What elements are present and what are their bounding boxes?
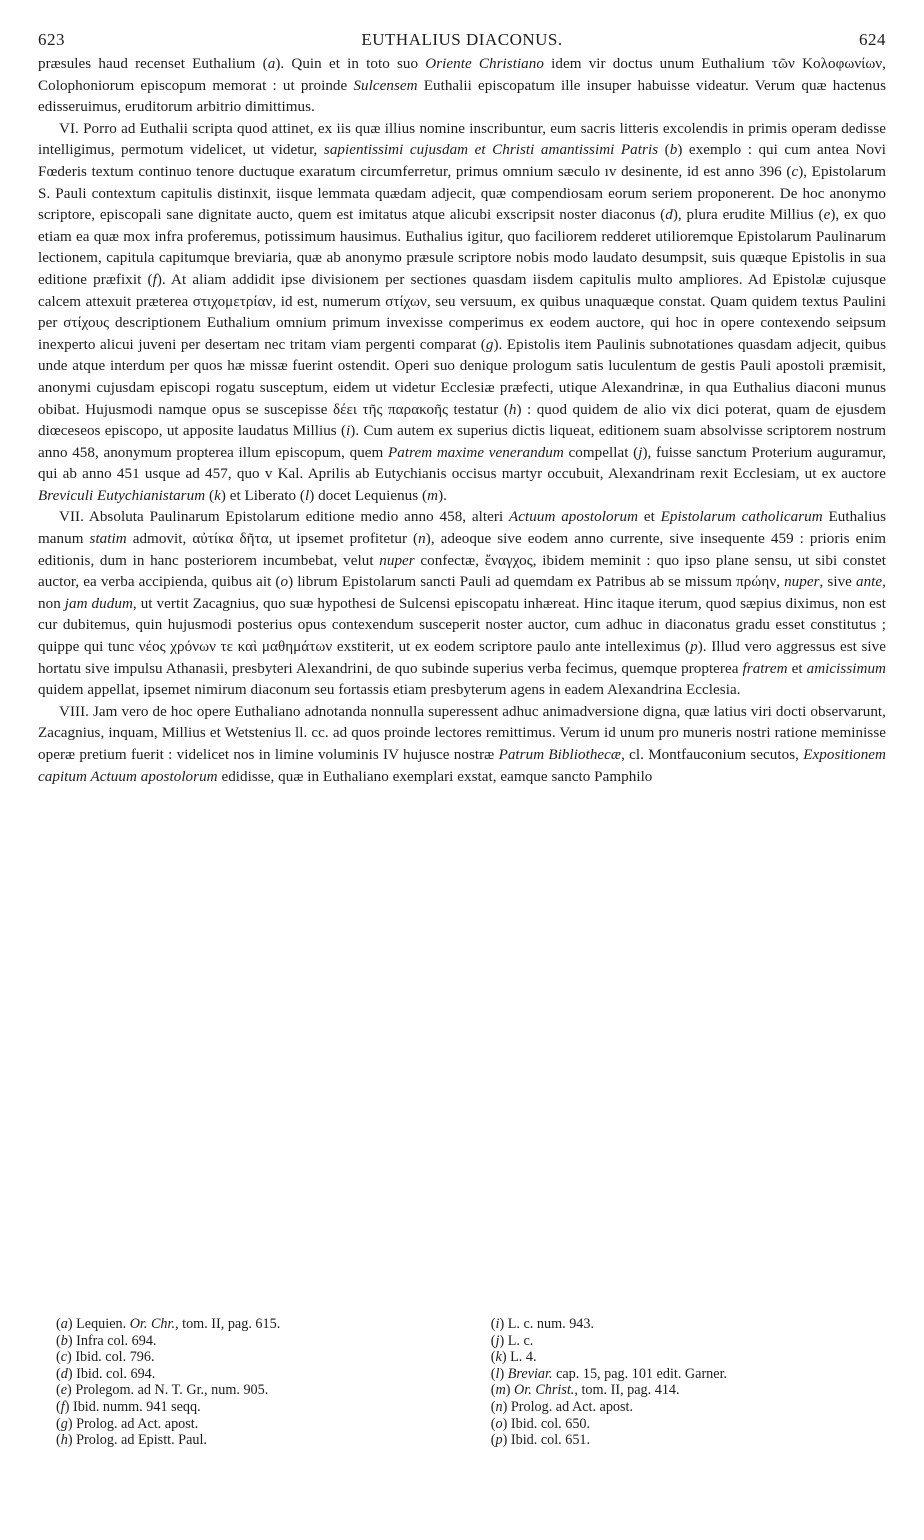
footnote-paren: ) xyxy=(67,1349,76,1366)
footnote xyxy=(56,1399,491,1416)
italic-text: e xyxy=(823,207,831,224)
text-run: cap. 15, pag. 101 edit. Garner. xyxy=(552,1365,728,1382)
text-run: , ut vertit Zacagnius, quo suæ hypothesi de Sulcensi episcopatu inhæreat. Hinc itaque iterum, quod sæpius diximus, non est cur dubitemus, quin hujusmodi posterius opus contexendum susceperit noster auctor, cum adhuc in diaconatus gradu esset constitutus ; quippe qui tunc νέος χρόνων τε καὶ μαθημάτων exstiterit, ut ex eodem scriptore paulo ante intelleximus ( xyxy=(38,595,887,656)
italic-text: fratrem xyxy=(742,660,788,677)
footnote-mark: f xyxy=(60,1398,65,1415)
italic-text: d xyxy=(665,207,673,224)
text-run: Prolog. ad Epistt. Paul. xyxy=(76,1432,207,1449)
footnote xyxy=(56,1366,491,1383)
footnote-paren: ( xyxy=(56,1316,61,1332)
footnote xyxy=(491,1333,886,1350)
page-number-right: 624 xyxy=(859,30,886,49)
footnote-paren: ) xyxy=(499,1316,508,1332)
footnote-mark: b xyxy=(60,1332,68,1349)
footnote-paren: ( xyxy=(56,1398,61,1415)
footnote xyxy=(56,1316,491,1333)
italic-text: Or. Christ. xyxy=(514,1382,575,1399)
footnote-paren: ) xyxy=(499,1365,508,1382)
footnote-paren: ) xyxy=(499,1332,508,1349)
text-run: ). Illud vero aggressus est sive hortatu sive impulsu Athanasii, presbyteri Alexandrini, de quo subinde superius verba fecimus, quemque propterea xyxy=(38,639,886,677)
footnote-mark: j xyxy=(495,1332,500,1349)
italic-text: f xyxy=(152,271,157,288)
italic-text: h xyxy=(508,401,517,418)
italic-text: Patrum Bibliothecæ xyxy=(498,747,622,763)
running-title: EUTHALIUS DIACONUS. xyxy=(361,30,563,49)
text-run: Infra col. 694. xyxy=(76,1332,157,1349)
running-header xyxy=(38,30,886,52)
italic-text: Or. Chr. xyxy=(129,1316,176,1332)
footnote-mark: g xyxy=(60,1415,68,1432)
footnote-paren: ) xyxy=(67,1432,77,1449)
italic-text: n xyxy=(418,531,426,548)
footnotes-left-column xyxy=(56,1316,491,1449)
footnote-paren: ) xyxy=(67,1382,76,1399)
text-run: ) librum Epistolarum sancti Pauli ad quemdam ex Patribus ab se missum πρώην, xyxy=(288,574,785,591)
footnote-mark: m xyxy=(495,1382,506,1399)
italic-text: Epistolarum catholicarum xyxy=(660,509,823,526)
text-run: ) et Liberato ( xyxy=(220,487,305,504)
footnote xyxy=(491,1432,886,1449)
text-run: ), Epistolarum S. Pauli contextum capitulis distinxit, iisque lemmata quædam adjecit, quæ compendiosam eorum seriem proponerent. De hoc anonymo scriptore, episcopali sane dignitate aucto, quem est imitatus atque alicubi exscripsit noster diaconus ( xyxy=(38,163,886,224)
footnote xyxy=(56,1349,491,1366)
italic-text: Oriente Christiano xyxy=(425,56,544,72)
footnote-mark: n xyxy=(495,1398,503,1415)
text-run: VIII. Jam vero de hoc opere Euthaliano adnotanda nonnulla superessent adhuc animadversione digna, quæ latius viri docti observarunt, Zacagnius, inquam, Millius et Wetstenius ll. cc. ad quos proinde lectores remittimus. Verum id unum pro muneris nostri ratione meminisse operæ pretium fuerit : videlicet nos in limine voluminis IV hujusce nostræ xyxy=(38,703,886,763)
page-number-left: 623 xyxy=(38,30,65,49)
footnote-paren: ( xyxy=(56,1415,61,1432)
footnote-paren: ) xyxy=(67,1316,77,1332)
text-run: ) exemplo : qui cum antea Novi Fœderis textum continuo tenore ductuque exaratum circumferretur, primus omnium sæculo ıv desinente, id est anno 396 ( xyxy=(38,142,886,180)
footnote-paren: ( xyxy=(56,1332,61,1349)
italic-text: Expositionem capitum Actuum apostolorum xyxy=(38,747,886,785)
italic-text: sapientissimi cujusdam et Christi amantissimi Patris xyxy=(323,142,659,159)
footnote-mark: c xyxy=(60,1349,68,1366)
italic-text: i xyxy=(346,423,351,440)
italic-text: b xyxy=(669,142,678,159)
italic-text: amicissimum xyxy=(806,660,886,677)
footnotes xyxy=(56,1316,886,1449)
text-run: ), fuisse sanctum Proterium auguramur, qui ab anno 451 usque ad 457, quo v Kal. Aprilis ab Eutychianis occisus martyr occubuit, Alexandrinam rexit Ecclesiam, ut ex auctore xyxy=(38,444,887,483)
footnote xyxy=(491,1316,886,1333)
footnote-paren: ( xyxy=(490,1382,496,1399)
text-run: compellat ( xyxy=(563,444,639,461)
text-run: edidisse, quæ in Euthaliano exemplari exstat, eamque sancto Pamphilo xyxy=(217,768,653,785)
text-run: Lequien. xyxy=(76,1316,130,1332)
footnote-mark: l xyxy=(495,1365,500,1382)
text-run: ). Cum autem ex superius dictis liqueat, editionem suam absolvisse scriptorem nostrum anno 458, anonymum propterea illum episcopum, quem xyxy=(38,423,886,461)
text-run: ), plura erudite Millius ( xyxy=(672,207,824,224)
italic-text: o xyxy=(280,574,289,591)
text-run: ), ex quo etiam ea quæ mox infra proferemus, potissimum hausimus. Euthalius igitur, quo faciliorem redderet utilioremque Epistolarum Paulinarum lectionem, capitula capitumque breviaria, quæ ab anonymo præsule scriptore nobis modo laudato desumpsit, suis quæque Epistolis in sua editione præfixit ( xyxy=(38,207,886,288)
footnote-paren: ( xyxy=(56,1432,61,1449)
italic-text: Breviar. xyxy=(507,1365,553,1382)
footnote-paren: ( xyxy=(490,1349,496,1366)
text-run: VII. Absoluta Paulinarum Epistolarum editione medio anno 458, alteri xyxy=(59,509,509,526)
footnote-paren: ( xyxy=(490,1432,496,1449)
italic-text: a xyxy=(267,56,276,72)
text-run: confectæ, ἔναγχος, ibidem meminit : quo ipso plane sensu, ut sibi constet auctor, ea verba accipienda, quibus ait ( xyxy=(38,552,886,591)
footnote-mark: a xyxy=(60,1316,68,1332)
footnote xyxy=(56,1333,491,1350)
footnote xyxy=(56,1382,491,1399)
italic-text: k xyxy=(214,487,221,504)
continuation-paragraph xyxy=(38,54,886,119)
italic-text: ante xyxy=(855,574,883,591)
footnote-paren: ( xyxy=(490,1365,496,1382)
footnote-mark: d xyxy=(60,1365,68,1382)
footnote-mark: o xyxy=(495,1415,503,1432)
footnote xyxy=(491,1382,886,1399)
text-run: Euthalii episcopatum ille insuper habuisse videatur. Verum quæ hactenus edisseruimus, eruditorum arbitrio dimittimus. xyxy=(38,77,886,116)
footnote-paren: ( xyxy=(56,1349,61,1366)
text-run: et xyxy=(787,660,807,677)
text-run: admovit, αὐτίκα δῆτα, ut ipsemet profitetur ( xyxy=(126,531,419,548)
footnote-paren: ) xyxy=(67,1332,77,1349)
text-run: ) : quod quidem de alio vix dici poterat, quam de ejusdem diœceseos episcopo, ut apposite laudatus Millius ( xyxy=(38,401,886,440)
text-run: L. 4. xyxy=(510,1349,537,1366)
footnote-paren: ) xyxy=(64,1398,73,1415)
text-run: , cl. Montfauconium secutos, xyxy=(621,747,804,763)
footnote-paren: ( xyxy=(490,1316,496,1332)
italic-text: jam dudum xyxy=(64,595,133,612)
text-run: VI. Porro ad Euthalii scripta quod attinet, ex iis quæ illius nomine inscribuntur, eum sacris litteris excolendis in primis operam dedisse intelligimus, permotum videlicet, ut videtur, xyxy=(38,120,886,159)
text-run: , non xyxy=(38,574,886,612)
footnote xyxy=(56,1432,491,1449)
footnote-paren: ) xyxy=(67,1415,77,1432)
italic-text: g xyxy=(485,336,494,353)
italic-text: j xyxy=(638,444,643,461)
footnote-mark: p xyxy=(495,1432,503,1449)
italic-text: m xyxy=(427,487,439,504)
footnote-paren: ) xyxy=(501,1349,511,1366)
text-run: præsules haud recenset Euthalium ( xyxy=(38,56,268,72)
section-paragraph xyxy=(38,507,886,701)
text-run: L. c. num. 943. xyxy=(507,1316,595,1332)
section-paragraph xyxy=(38,119,886,508)
footnote-mark: h xyxy=(60,1432,68,1449)
italic-text: nuper xyxy=(379,552,415,569)
text-run: et xyxy=(638,509,661,526)
text-run: ). xyxy=(438,487,447,504)
italic-text: Patrem maxime venerandum xyxy=(388,444,564,461)
text-run: idem vir doctus unum Euthalium τῶν Κολοφωνίων, Colophoniorum episcopum memorat : ut proinde xyxy=(38,56,886,94)
main-text xyxy=(38,54,886,788)
italic-text: Actuum apostolorum xyxy=(509,509,639,526)
text-run: , tom. II, pag. 615. xyxy=(175,1316,281,1332)
footnote-paren: ) xyxy=(502,1398,511,1415)
text-run: Ibid. col. 650. xyxy=(510,1415,591,1432)
text-run: , tom. II, pag. 414. xyxy=(574,1382,680,1399)
footnote-paren: ( xyxy=(56,1382,61,1399)
italic-text: nuper xyxy=(784,574,820,591)
footnote-paren: ) xyxy=(67,1365,77,1382)
text-run: ). Epistolis item Paulinis subnotationes quasdam adjecit, quibus unde atque interdum per quos hæ missæ fuerint ostendit. Operi suo denique prologum satis luculentum de gestis Pauli apostoli præmisit, anonymi cujusdam episcopi rogatu susceptum, eidem ut videtur Ecclesiæ præfecti, utique Alexandrinæ, in qua Euthalius diaconi munus obibat. Hujusmodi namque opus se suscepisse δέει τῆς παρακοῆς testatur ( xyxy=(38,336,886,418)
text-run: Ibid. col. 651. xyxy=(510,1432,591,1449)
text-run: ). Quin et in toto suo xyxy=(275,56,426,72)
section-paragraph xyxy=(38,702,886,788)
italic-text: Sulcensem xyxy=(353,77,418,94)
footnote-paren: ( xyxy=(490,1415,496,1432)
footnote-paren: ( xyxy=(490,1398,496,1415)
footnote-paren: ( xyxy=(490,1332,496,1349)
footnote xyxy=(491,1366,886,1383)
text-run: ( xyxy=(658,142,670,159)
footnote-mark: k xyxy=(495,1349,502,1366)
text-run: Ibid. col. 796. xyxy=(75,1349,155,1366)
footnote xyxy=(491,1349,886,1366)
text-run: L. c. xyxy=(507,1332,534,1349)
footnote xyxy=(56,1416,491,1433)
text-run: quidem appellat, ipsemet nimirum diaconum seu fortassis etiam presbyterum agens in eadem Alexandrina Ecclesia. xyxy=(38,682,741,699)
text-run: Ibid. col. 694. xyxy=(76,1365,156,1382)
footnote-mark: e xyxy=(60,1382,68,1399)
italic-text: p xyxy=(690,639,698,656)
footnote-paren: ) xyxy=(505,1382,515,1399)
italic-text: Breviculi Eutychianistarum xyxy=(38,487,206,504)
text-run: Ibid. numm. 941 seqq. xyxy=(72,1398,201,1415)
text-run: ). At aliam addidit ipse divisionem per sectiones quasdam iisdem capitulis multo ampliores. Ad Epistolæ cujusque calcem attexuit præterea στιχομετρίαν, id est, numerum στίχων, seu versuum, ex quibus unaquæque constat. Quam quidem textus Paulini per στίχους descriptionem Euthalium omnium primum invexisse comperimus ex eodem auctore, qui hoc in opere contexendo seipsum inexperto alicui juveni per desertam nec tritam viam pergenti comparat ( xyxy=(38,271,886,353)
footnote xyxy=(491,1416,886,1433)
footnote-mark: i xyxy=(495,1316,500,1332)
text-run: Euthalius manum xyxy=(38,509,886,548)
text-run: Prolegom. ad N. T. Gr., num. 905. xyxy=(75,1382,269,1399)
footnotes-right-column xyxy=(491,1316,886,1449)
text-run: Prolog. ad Act. apost. xyxy=(510,1398,634,1415)
italic-text: c xyxy=(791,163,799,180)
footnote-paren: ( xyxy=(56,1365,61,1382)
italic-text: l xyxy=(304,487,310,504)
text-run: Prolog. ad Act. apost. xyxy=(76,1415,199,1432)
text-run: ( xyxy=(205,487,215,504)
text-run: , sive xyxy=(819,574,856,591)
footnote-paren: ) xyxy=(502,1432,511,1449)
footnote-paren: ) xyxy=(502,1415,511,1432)
text-run: ) docet Lequienus ( xyxy=(309,487,428,504)
text-run: ), adeoque sive eodem anno currente, sive insequente 459 : prioris enim editionis, dum in hanc posteriorem incumbebat, velut xyxy=(38,531,886,569)
italic-text: statim xyxy=(89,531,127,548)
footnote xyxy=(491,1399,886,1416)
